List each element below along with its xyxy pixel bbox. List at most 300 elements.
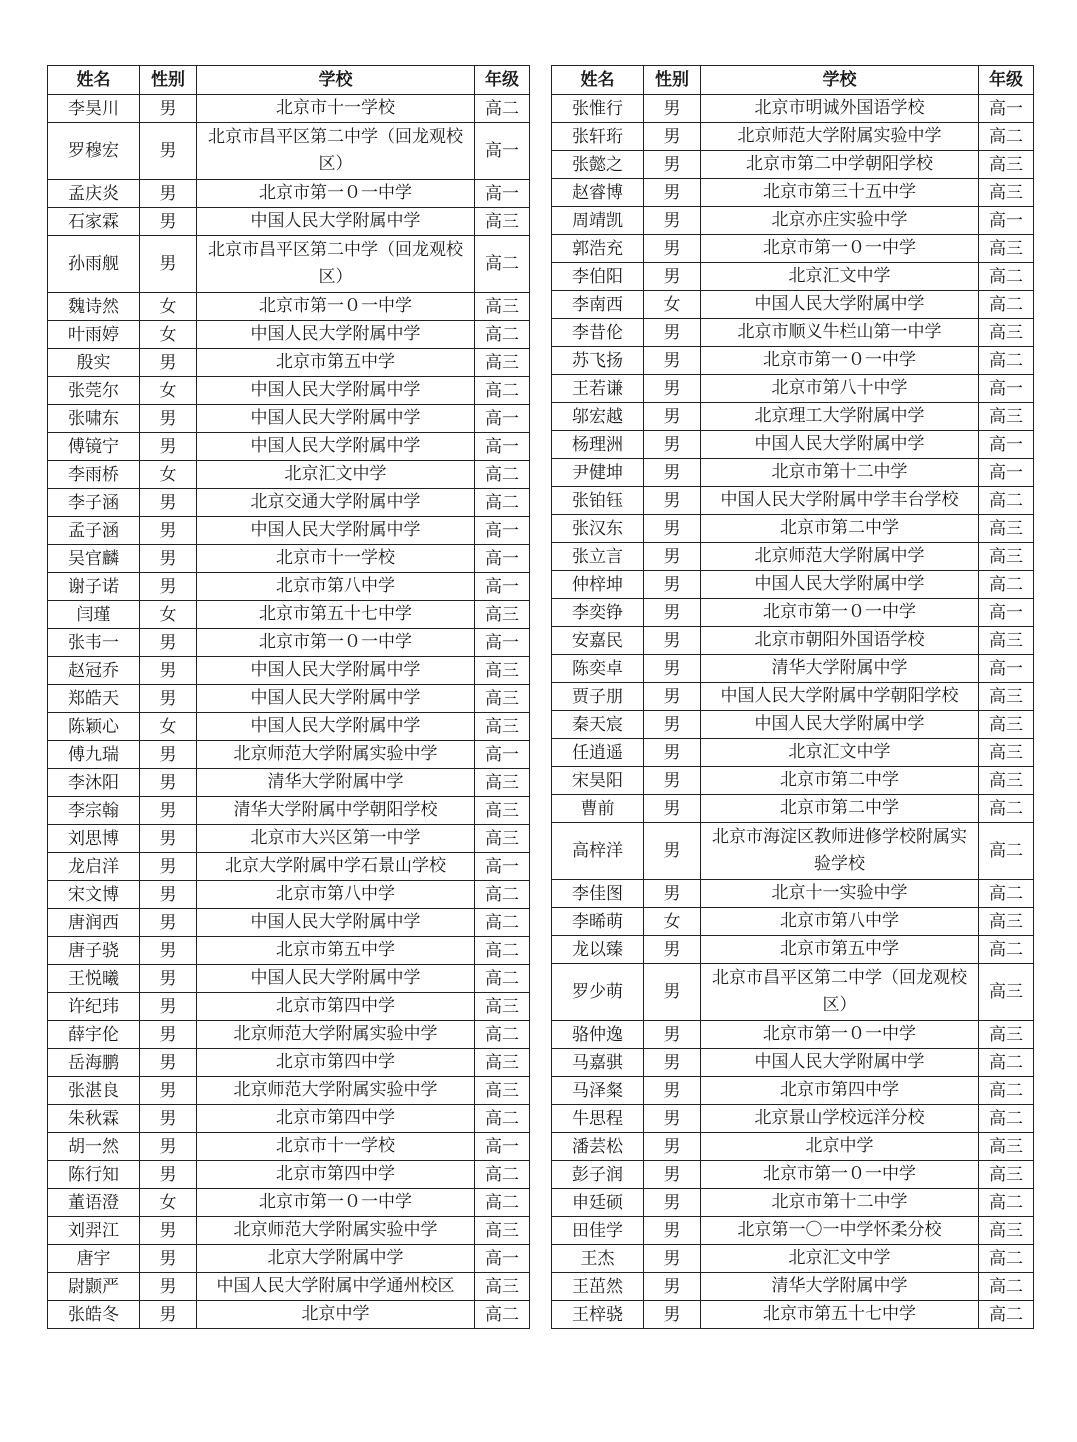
name-cell: 岳海鹏 — [48, 1049, 140, 1077]
name-cell: 龙启洋 — [48, 853, 140, 881]
grade-cell: 高一 — [475, 123, 530, 180]
name-cell: 李昊川 — [48, 95, 140, 123]
gender-cell: 男 — [140, 433, 197, 461]
grade-cell: 高二 — [979, 1189, 1034, 1217]
gender-cell: 男 — [140, 797, 197, 825]
gender-cell: 男 — [140, 629, 197, 657]
table-row — [552, 151, 1034, 179]
name-cell: 杨理洲 — [552, 431, 644, 459]
gender-cell: 男 — [140, 657, 197, 685]
gender-cell: 男 — [140, 123, 197, 180]
gender-cell: 男 — [644, 767, 701, 795]
school-cell: 中国人民大学附属中学 — [197, 433, 475, 461]
table-row — [48, 236, 530, 293]
table-row — [552, 795, 1034, 823]
school-cell: 北京市海淀区教师进修学校附属实验学校 — [701, 823, 979, 880]
table-row — [48, 741, 530, 769]
grade-cell: 高一 — [979, 655, 1034, 683]
gender-cell: 男 — [140, 1105, 197, 1133]
name-cell: 李子涵 — [48, 489, 140, 517]
school-cell: 北京景山学校远洋分校 — [701, 1105, 979, 1133]
name-cell: 王悦曦 — [48, 965, 140, 993]
gender-cell: 男 — [644, 487, 701, 515]
table-row — [552, 1245, 1034, 1273]
grade-cell: 高一 — [979, 95, 1034, 123]
school-cell: 北京市顺义牛栏山第一中学 — [701, 319, 979, 347]
grade-cell: 高二 — [979, 487, 1034, 515]
grade-cell: 高二 — [979, 1077, 1034, 1105]
name-cell: 叶雨婷 — [48, 321, 140, 349]
student-table-left — [47, 65, 530, 1329]
name-cell: 唐宇 — [48, 1245, 140, 1273]
school-cell: 北京市朝阳外国语学校 — [701, 627, 979, 655]
table-row — [552, 319, 1034, 347]
grade-cell: 高一 — [475, 545, 530, 573]
grade-cell: 高二 — [979, 1301, 1034, 1329]
grade-cell: 高一 — [979, 599, 1034, 627]
grade-cell: 高二 — [979, 347, 1034, 375]
table-row — [48, 1049, 530, 1077]
gender-cell: 女 — [140, 1189, 197, 1217]
header-grade: 年级 — [475, 66, 530, 95]
gender-cell: 男 — [644, 347, 701, 375]
grade-cell: 高三 — [475, 601, 530, 629]
name-cell: 赵冠乔 — [48, 657, 140, 685]
table-row — [552, 235, 1034, 263]
gender-cell: 男 — [140, 1161, 197, 1189]
grade-cell: 高二 — [979, 936, 1034, 964]
table-row — [48, 965, 530, 993]
table-row — [552, 655, 1034, 683]
grade-cell: 高一 — [979, 207, 1034, 235]
gender-cell: 男 — [644, 1301, 701, 1329]
school-cell: 北京市第十二中学 — [701, 459, 979, 487]
table-row — [48, 95, 530, 123]
table-row — [552, 431, 1034, 459]
grade-cell: 高二 — [475, 461, 530, 489]
table-row — [552, 627, 1034, 655]
gender-cell: 男 — [644, 683, 701, 711]
gender-cell: 女 — [140, 293, 197, 321]
grade-cell: 高二 — [475, 1105, 530, 1133]
table-body-right — [552, 95, 1034, 1329]
gender-cell: 男 — [644, 571, 701, 599]
school-cell: 北京市大兴区第一中学 — [197, 825, 475, 853]
table-row — [48, 685, 530, 713]
school-cell: 北京师范大学附属实验中学 — [197, 1217, 475, 1245]
table-row — [552, 823, 1034, 880]
table-row — [552, 908, 1034, 936]
school-cell: 北京师范大学附属实验中学 — [701, 123, 979, 151]
header-gender: 性别 — [644, 66, 701, 95]
name-cell: 殷实 — [48, 349, 140, 377]
school-cell: 中国人民大学附属中学 — [701, 711, 979, 739]
table-row — [48, 825, 530, 853]
name-cell: 陈行知 — [48, 1161, 140, 1189]
table-row — [48, 489, 530, 517]
header-school: 学校 — [197, 66, 475, 95]
table-row — [552, 767, 1034, 795]
gender-cell: 男 — [644, 1049, 701, 1077]
gender-cell: 男 — [644, 1273, 701, 1301]
school-cell: 北京市第四中学 — [197, 1049, 475, 1077]
gender-cell: 男 — [644, 515, 701, 543]
school-cell: 北京师范大学附属实验中学 — [197, 1077, 475, 1105]
grade-cell: 高二 — [475, 489, 530, 517]
name-cell: 李宗翰 — [48, 797, 140, 825]
name-cell: 尉颢严 — [48, 1273, 140, 1301]
name-cell: 孟子涵 — [48, 517, 140, 545]
name-cell: 马泽粲 — [552, 1077, 644, 1105]
school-cell: 北京市昌平区第二中学（回龙观校区） — [701, 964, 979, 1021]
grade-cell: 高一 — [475, 573, 530, 601]
name-cell: 董语澄 — [48, 1189, 140, 1217]
gender-cell: 男 — [140, 349, 197, 377]
table-row — [552, 375, 1034, 403]
name-cell: 李伯阳 — [552, 263, 644, 291]
table-row — [552, 1161, 1034, 1189]
name-cell: 朱秋霖 — [48, 1105, 140, 1133]
table-row — [48, 517, 530, 545]
school-cell: 中国人民大学附属中学 — [701, 291, 979, 319]
table-row — [552, 711, 1034, 739]
gender-cell: 男 — [140, 545, 197, 573]
school-cell: 北京汇文中学 — [701, 263, 979, 291]
table-row — [552, 936, 1034, 964]
grade-cell: 高二 — [475, 95, 530, 123]
name-cell: 王若谦 — [552, 375, 644, 403]
gender-cell: 男 — [140, 881, 197, 909]
table-row — [48, 657, 530, 685]
grade-cell: 高一 — [979, 459, 1034, 487]
name-cell: 许纪玮 — [48, 993, 140, 1021]
grade-cell: 高一 — [475, 1133, 530, 1161]
name-cell: 仲梓坤 — [552, 571, 644, 599]
grade-cell: 高三 — [475, 349, 530, 377]
name-cell: 张铂钰 — [552, 487, 644, 515]
gender-cell: 男 — [644, 1189, 701, 1217]
table-row — [552, 1105, 1034, 1133]
school-cell: 北京市十一学校 — [197, 545, 475, 573]
school-cell: 北京中学 — [701, 1133, 979, 1161]
table-row — [48, 1161, 530, 1189]
school-cell: 中国人民大学附属中学 — [701, 1049, 979, 1077]
gender-cell: 男 — [140, 1049, 197, 1077]
gender-cell: 男 — [140, 685, 197, 713]
grade-cell: 高三 — [979, 908, 1034, 936]
table-row — [48, 1105, 530, 1133]
gender-cell: 男 — [644, 403, 701, 431]
grade-cell: 高二 — [475, 1189, 530, 1217]
grade-cell: 高二 — [979, 880, 1034, 908]
grade-cell: 高三 — [979, 235, 1034, 263]
name-cell: 张啸东 — [48, 405, 140, 433]
gender-cell: 男 — [140, 573, 197, 601]
grade-cell: 高三 — [979, 319, 1034, 347]
name-cell: 秦天宸 — [552, 711, 644, 739]
name-cell: 李佳图 — [552, 880, 644, 908]
school-cell: 北京第一〇一中学怀柔分校 — [701, 1217, 979, 1245]
gender-cell: 男 — [644, 263, 701, 291]
school-cell: 清华大学附属中学朝阳学校 — [197, 797, 475, 825]
grade-cell: 高二 — [979, 1245, 1034, 1273]
name-cell: 陈颖心 — [48, 713, 140, 741]
name-cell: 张立言 — [552, 543, 644, 571]
grade-cell: 高二 — [979, 571, 1034, 599]
school-cell: 北京市明诚外国语学校 — [701, 95, 979, 123]
gender-cell: 男 — [644, 1245, 701, 1273]
grade-cell: 高三 — [979, 627, 1034, 655]
school-cell: 中国人民大学附属中学 — [197, 377, 475, 405]
grade-cell: 高三 — [979, 1021, 1034, 1049]
name-cell: 邬宏越 — [552, 403, 644, 431]
grade-cell: 高三 — [475, 1077, 530, 1105]
gender-cell: 男 — [644, 543, 701, 571]
name-cell: 张皓冬 — [48, 1301, 140, 1329]
grade-cell: 高二 — [475, 321, 530, 349]
gender-cell: 男 — [644, 1021, 701, 1049]
name-cell: 牛思程 — [552, 1105, 644, 1133]
school-cell: 北京理工大学附属中学 — [701, 403, 979, 431]
school-cell: 北京师范大学附属实验中学 — [197, 741, 475, 769]
school-cell: 中国人民大学附属中学 — [197, 657, 475, 685]
gender-cell: 男 — [644, 880, 701, 908]
school-cell: 北京市第二中学 — [701, 767, 979, 795]
school-cell: 中国人民大学附属中学 — [197, 517, 475, 545]
school-cell: 北京市昌平区第二中学（回龙观校区） — [197, 236, 475, 293]
table-row — [552, 207, 1034, 235]
grade-cell: 高三 — [979, 1161, 1034, 1189]
grade-cell: 高三 — [475, 825, 530, 853]
gender-cell: 男 — [644, 711, 701, 739]
school-cell: 中国人民大学附属中学 — [197, 909, 475, 937]
school-cell: 北京市第四中学 — [197, 993, 475, 1021]
name-cell: 胡一然 — [48, 1133, 140, 1161]
table-row — [48, 405, 530, 433]
gender-cell: 男 — [644, 431, 701, 459]
grade-cell: 高三 — [979, 1133, 1034, 1161]
school-cell: 北京市第五中学 — [701, 936, 979, 964]
table-row — [48, 1021, 530, 1049]
school-cell: 北京市十一学校 — [197, 1133, 475, 1161]
name-cell: 田佳学 — [552, 1217, 644, 1245]
grade-cell: 高一 — [475, 741, 530, 769]
grade-cell: 高二 — [979, 795, 1034, 823]
name-cell: 王梓骁 — [552, 1301, 644, 1329]
gender-cell: 男 — [140, 236, 197, 293]
table-row — [552, 95, 1034, 123]
name-cell: 彭子润 — [552, 1161, 644, 1189]
gender-cell: 男 — [644, 1077, 701, 1105]
name-cell: 尹健坤 — [552, 459, 644, 487]
school-cell: 中国人民大学附属中学通州校区 — [197, 1273, 475, 1301]
name-cell: 周靖凯 — [552, 207, 644, 235]
name-cell: 宋昊阳 — [552, 767, 644, 795]
table-row — [552, 1049, 1034, 1077]
gender-cell: 男 — [140, 1301, 197, 1329]
school-cell: 北京中学 — [197, 1301, 475, 1329]
table-row — [552, 1301, 1034, 1329]
gender-cell: 男 — [644, 179, 701, 207]
grade-cell: 高三 — [979, 711, 1034, 739]
name-cell: 薛宇伦 — [48, 1021, 140, 1049]
grade-cell: 高二 — [475, 236, 530, 293]
table-row — [48, 1301, 530, 1329]
gender-cell: 男 — [644, 599, 701, 627]
name-cell: 李雨桥 — [48, 461, 140, 489]
school-cell: 北京市第八十中学 — [701, 375, 979, 403]
name-cell: 贾子朋 — [552, 683, 644, 711]
school-cell: 中国人民大学附属中学 — [197, 965, 475, 993]
school-cell: 中国人民大学附属中学 — [197, 208, 475, 236]
school-cell: 北京市第八中学 — [701, 908, 979, 936]
grade-cell: 高三 — [979, 767, 1034, 795]
gender-cell: 男 — [644, 1133, 701, 1161]
school-cell: 北京市第八中学 — [197, 881, 475, 909]
table-row — [48, 293, 530, 321]
gender-cell: 男 — [644, 936, 701, 964]
name-cell: 张惟行 — [552, 95, 644, 123]
school-cell: 北京市第八中学 — [197, 573, 475, 601]
table-row — [552, 964, 1034, 1021]
table-row — [48, 545, 530, 573]
school-cell: 北京市第一０一中学 — [197, 293, 475, 321]
grade-cell: 高二 — [979, 123, 1034, 151]
table-row — [552, 1021, 1034, 1049]
gender-cell: 男 — [644, 1217, 701, 1245]
school-cell: 中国人民大学附属中学 — [701, 571, 979, 599]
header-school: 学校 — [701, 66, 979, 95]
name-cell: 郭浩充 — [552, 235, 644, 263]
gender-cell: 女 — [140, 601, 197, 629]
table-row — [48, 349, 530, 377]
gender-cell: 男 — [140, 993, 197, 1021]
gender-cell: 女 — [140, 461, 197, 489]
table-row — [48, 180, 530, 208]
school-cell: 清华大学附属中学 — [197, 769, 475, 797]
grade-cell: 高二 — [979, 823, 1034, 880]
gender-cell: 男 — [644, 319, 701, 347]
gender-cell: 男 — [644, 655, 701, 683]
table-row — [552, 1189, 1034, 1217]
school-cell: 北京市第四中学 — [701, 1077, 979, 1105]
gender-cell: 男 — [140, 965, 197, 993]
grade-cell: 高三 — [475, 208, 530, 236]
grade-cell: 高二 — [475, 1301, 530, 1329]
school-cell: 中国人民大学附属中学 — [197, 405, 475, 433]
table-row — [48, 937, 530, 965]
name-cell: 罗穆宏 — [48, 123, 140, 180]
name-cell: 孟庆炎 — [48, 180, 140, 208]
header-name: 姓名 — [552, 66, 644, 95]
gender-cell: 女 — [644, 908, 701, 936]
grade-cell: 高二 — [979, 291, 1034, 319]
gender-cell: 男 — [644, 151, 701, 179]
table-row — [48, 573, 530, 601]
grade-cell: 高一 — [475, 405, 530, 433]
gender-cell: 男 — [140, 909, 197, 937]
table-row — [552, 571, 1034, 599]
name-cell: 郑皓天 — [48, 685, 140, 713]
gender-cell: 男 — [644, 375, 701, 403]
name-cell: 李沐阳 — [48, 769, 140, 797]
table-row — [48, 909, 530, 937]
gender-cell: 男 — [140, 208, 197, 236]
school-cell: 北京师范大学附属实验中学 — [197, 1021, 475, 1049]
gender-cell: 女 — [140, 321, 197, 349]
gender-cell: 女 — [644, 291, 701, 319]
header-gender: 性别 — [140, 66, 197, 95]
gender-cell: 男 — [644, 459, 701, 487]
table-row — [48, 853, 530, 881]
gender-cell: 男 — [140, 95, 197, 123]
name-cell: 李昔伦 — [552, 319, 644, 347]
name-cell: 骆仲逸 — [552, 1021, 644, 1049]
name-cell: 李南西 — [552, 291, 644, 319]
grade-cell: 高一 — [475, 433, 530, 461]
school-cell: 北京市第三十五中学 — [701, 179, 979, 207]
header-grade: 年级 — [979, 66, 1034, 95]
table-row — [48, 713, 530, 741]
table-row — [552, 403, 1034, 431]
grade-cell: 高三 — [475, 1217, 530, 1245]
header-name: 姓名 — [48, 66, 140, 95]
school-cell: 北京汇文中学 — [197, 461, 475, 489]
grade-cell: 高三 — [475, 1049, 530, 1077]
school-cell: 北京市第一０一中学 — [701, 347, 979, 375]
name-cell: 张湛良 — [48, 1077, 140, 1105]
school-cell: 中国人民大学附属中学 — [197, 321, 475, 349]
name-cell: 罗少萌 — [552, 964, 644, 1021]
name-cell: 谢子诺 — [48, 573, 140, 601]
school-cell: 北京师范大学附属中学 — [701, 543, 979, 571]
table-row — [552, 487, 1034, 515]
name-cell: 张懿之 — [552, 151, 644, 179]
table-row — [552, 1077, 1034, 1105]
school-cell: 北京大学附属中学石景山学校 — [197, 853, 475, 881]
grade-cell: 高三 — [475, 797, 530, 825]
school-cell: 北京市第一０一中学 — [701, 1021, 979, 1049]
grade-cell: 高三 — [475, 657, 530, 685]
table-row — [552, 1273, 1034, 1301]
table-row — [552, 123, 1034, 151]
header-row — [48, 66, 530, 95]
grade-cell: 高三 — [979, 683, 1034, 711]
table-row — [48, 377, 530, 405]
gender-cell: 男 — [140, 1273, 197, 1301]
grade-cell: 高一 — [475, 629, 530, 657]
school-cell: 北京市第五十七中学 — [197, 601, 475, 629]
table-row — [552, 880, 1034, 908]
gender-cell: 男 — [644, 207, 701, 235]
name-cell: 潘芸松 — [552, 1133, 644, 1161]
table-row — [48, 769, 530, 797]
school-cell: 北京大学附属中学 — [197, 1245, 475, 1273]
gender-cell: 男 — [140, 825, 197, 853]
gender-cell: 男 — [644, 1161, 701, 1189]
table-body-left — [48, 95, 530, 1329]
grade-cell: 高二 — [475, 937, 530, 965]
name-cell: 张莞尔 — [48, 377, 140, 405]
table-row — [552, 459, 1034, 487]
gender-cell: 男 — [140, 405, 197, 433]
gender-cell: 男 — [140, 769, 197, 797]
grade-cell: 高一 — [979, 431, 1034, 459]
table-row — [48, 797, 530, 825]
grade-cell: 高三 — [979, 151, 1034, 179]
grade-cell: 高三 — [979, 515, 1034, 543]
gender-cell: 男 — [140, 1245, 197, 1273]
